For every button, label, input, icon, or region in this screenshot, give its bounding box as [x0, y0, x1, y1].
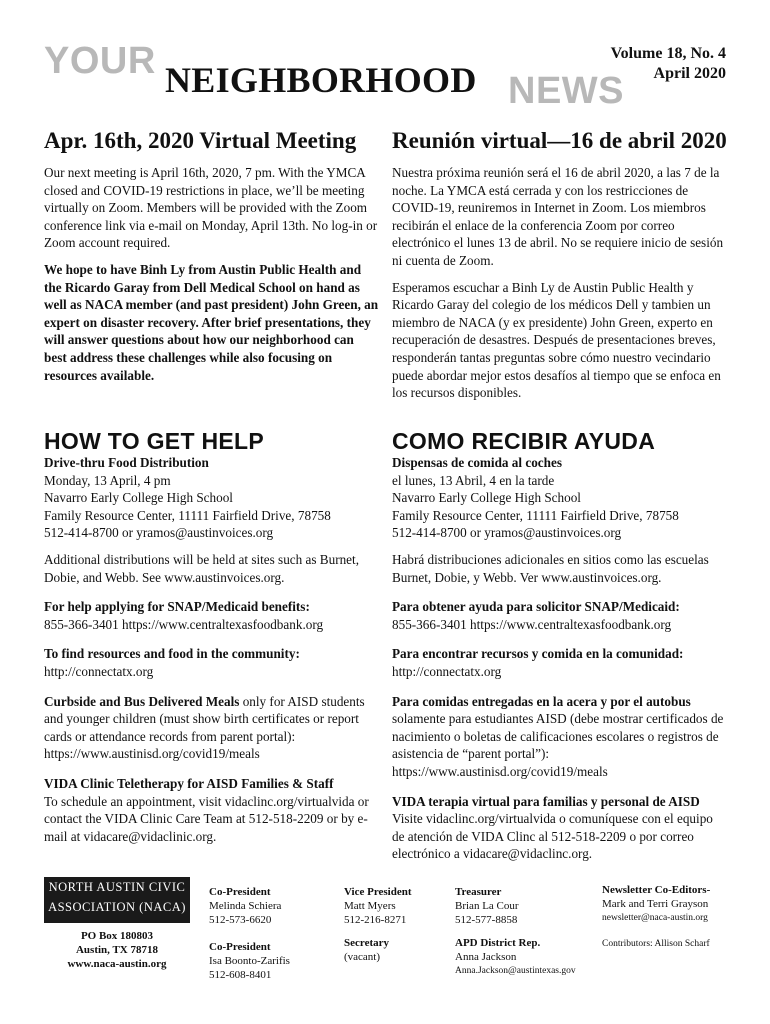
food-distribution-date: Monday, 13 April, 4 pm: [44, 472, 171, 488]
help-spanish-title: COMO RECIBIR AYUDA: [392, 428, 656, 454]
vida-text-es: Visite vidaclinc.org/virtualvida o comuníquese con el equipo de atención de VIDA Clinc al 512-518-2209 o por correo electrónico a vidacare@vidaclinc.org.: [392, 811, 713, 862]
org-website[interactable]: www.naca-austin.org: [67, 958, 167, 970]
food-distribution-contact-es: 512-414-8700 or yramos@austinvoices.org: [392, 525, 622, 541]
meeting-spanish-paragraph-2: Esperamos escuchar a Binh Ly de Austin Public Health y Ricardo Garay del colegio de los médicos Dell y tambien un miembro de NACA (y ex presidente) John Green, experto en recuperación de desastres. Después de presentaciones breves, responderán tantas preguntas sobre cómo nuestro vecindario puede abordar mejor estos desafíos al tiempo que se enfoca en los recursos disponibles.: [392, 279, 721, 401]
org-name-line-1: NORTH AUSTIN CIVIC: [48, 880, 186, 894]
resources-link-es[interactable]: http://connectatx.org: [392, 663, 502, 679]
food-distribution-address-es: Family Resource Center, 11111 Fairfield Drive, 78758: [392, 507, 679, 523]
org-address: [44, 929, 190, 971]
meeting-spanish-section: [392, 128, 727, 402]
apd-rep: [455, 936, 576, 978]
treasurer: [455, 885, 519, 927]
meeting-english-section: [44, 128, 379, 384]
resources-heading-es: Para encontrar recursos y comida en la comunidad:: [392, 646, 684, 662]
masthead-your: YOUR: [44, 40, 156, 82]
meeting-english-paragraph-2: We hope to have Binh Ly from Austin Public Health and the Ricardo Garay from Dell Medical School on hand as well as NACA member (and past president) John Green, an expert on disaster recovery. After brief presentations, they will answer questions about how our neighborhood can best address these challenges while also focusing on resources available.: [44, 261, 379, 383]
footer: [0, 873, 770, 993]
treasurer-name: Brian La Cour: [455, 900, 519, 912]
co-president-1-phone: 512-573-6620: [209, 914, 272, 926]
meeting-english-title: Apr. 16th, 2020 Virtual Meeting: [44, 128, 357, 153]
resources-heading: To find resources and food in the community:: [44, 646, 300, 662]
org-name-line-2: ASSOCIATION (NACA): [48, 900, 186, 914]
food-distribution-location-es: Navarro Early College High School: [392, 490, 581, 506]
org-po-box: PO Box 180803: [80, 930, 154, 942]
volume-number: Volume 18, No. 4: [610, 45, 726, 62]
meeting-spanish-title: Reunión virtual—16 de abril 2020: [392, 128, 727, 153]
food-distribution-heading: Drive-thru Food Distribution: [44, 455, 209, 470]
editors-names: Mark and Terri Grayson: [602, 898, 709, 910]
editors-email[interactable]: newsletter@naca-austin.org: [602, 913, 708, 923]
treasurer-phone: 512-577-8858: [455, 914, 518, 926]
snap-contact-es: 855-366-3401 https://www.centraltexasfoodbank.org: [392, 616, 672, 632]
co-president-2: [209, 940, 290, 982]
secretary-title: Secretary: [344, 937, 389, 949]
org-name-box: [44, 877, 190, 923]
additional-distributions-es: Habrá distribuciones adicionales en sitios como las escuelas Burnet, Dobie, y Webb. Ver www.austinvoices.org.: [392, 551, 709, 585]
co-president-1: [209, 885, 281, 927]
masthead-news: NEWS: [508, 70, 624, 112]
snap-heading-es: Para obtener ayuda para solicitor SNAP/Medicaid:: [392, 599, 680, 615]
treasurer-title: Treasurer: [455, 886, 502, 898]
help-spanish-section: [392, 428, 727, 863]
co-president-2-phone: 512-608-8401: [209, 969, 272, 981]
apd-rep-title: APD District Rep.: [455, 937, 541, 949]
co-president-1-title: Co-President: [209, 886, 271, 898]
co-president-1-name: Melinda Schiera: [209, 900, 282, 912]
co-president-2-name: Isa Boonto-Zarifis: [209, 955, 290, 967]
meals-heading-es: Para comidas entregadas en la acera y por el autobus: [392, 693, 691, 709]
help-english-section: [44, 428, 379, 845]
additional-distributions: Additional distributions will be held at sites such as Burnet, Dobie, and Webb. See www.austinvoices.org.: [44, 551, 359, 585]
vice-president-title: Vice President: [344, 886, 412, 898]
editors-title: Newsletter Co-Editors-: [602, 884, 711, 896]
food-distribution-date-es: el lunes, 13 Abril, 4 en la tarde: [392, 472, 555, 488]
vida-text: To schedule an appointment, visit vidaclinc.org/virtualvida or contact the VIDA Clinic Care Team at 512-518-2209 or by e-mail at vidacare@vidaclinic.org.: [44, 793, 369, 844]
snap-heading: For help applying for SNAP/Medicaid benefits:: [44, 599, 310, 615]
newsletter-editors: [602, 883, 752, 925]
secretary: [344, 936, 389, 964]
secretary-name: (vacant): [344, 951, 381, 963]
food-distribution-heading-es: Dispensas de comida al coches: [392, 455, 562, 470]
masthead-neighborhood: NEIGHBORHOOD: [165, 60, 477, 100]
apd-rep-email[interactable]: Anna.Jackson@austintexas.gov: [455, 966, 576, 976]
food-distribution-location: Navarro Early College High School: [44, 490, 233, 506]
meeting-spanish-paragraph-1: Nuestra próxima reunión será el 16 de abril 2020, a las 7 de la noche. La YMCA está cerrada y con los restricciones de COVID-19, reuniremos in Internet in Zoom. Los miembros recibirán el enlace de la conferencia Zoom por correo electrónico el lunes 13 de abril. No se requiere inicio de sesión ni cuenta de Zoom.: [392, 165, 724, 268]
snap-contact: 855-366-3401 https://www.centraltexasfoodbank.org: [44, 616, 324, 632]
vice-president-phone: 512-216-8271: [344, 914, 407, 926]
meals-text: only for AISD students and younger children (must show birth certificates or report cards or attendance records from parent portal): https://www.austinisd.org/covid19/meals: [44, 693, 365, 762]
food-distribution-address: Family Resource Center, 11111 Fairfield Drive, 78758: [44, 507, 331, 523]
food-distribution-contact: 512-414-8700 or yramos@austinvoices.org: [44, 525, 274, 541]
apd-rep-name: Anna Jackson: [455, 951, 517, 963]
meeting-english-paragraph-1: Our next meeting is April 16th, 2020, 7 pm. With the YMCA closed and COVID-19 restrictions in place, we’ll be meeting virtually on Zoom. Members will be provided with the Zoom conference link via e-mail on Monday, April 13th. No log-in or Zoom account required.: [44, 165, 378, 251]
issue-info: [560, 44, 726, 84]
resources-link[interactable]: http://connectatx.org: [44, 663, 154, 679]
vice-president: [344, 885, 412, 927]
issue-date: April 2020: [653, 65, 726, 82]
meals-heading: Curbside and Bus Delivered Meals: [44, 693, 240, 709]
contributors: Contributors: Allison Scharf: [602, 939, 710, 949]
vida-heading-es: VIDA terapia virtual para familias y personal de AISD: [392, 793, 700, 809]
vice-president-name: Matt Myers: [344, 900, 396, 912]
org-city: Austin, TX 78718: [75, 944, 158, 956]
co-president-2-title: Co-President: [209, 941, 271, 953]
meals-text-es: solamente para estudiantes AISD (debe mostrar certificados de nacimiento o boletas de calificaciones escolares o registros de asistencia de “parent portal”): https://www.austinisd.org/covid19/meals: [392, 711, 724, 779]
vida-heading: VIDA Clinic Teletherapy for AISD Families & Staff: [44, 775, 334, 791]
help-english-title: HOW TO GET HELP: [44, 428, 265, 454]
